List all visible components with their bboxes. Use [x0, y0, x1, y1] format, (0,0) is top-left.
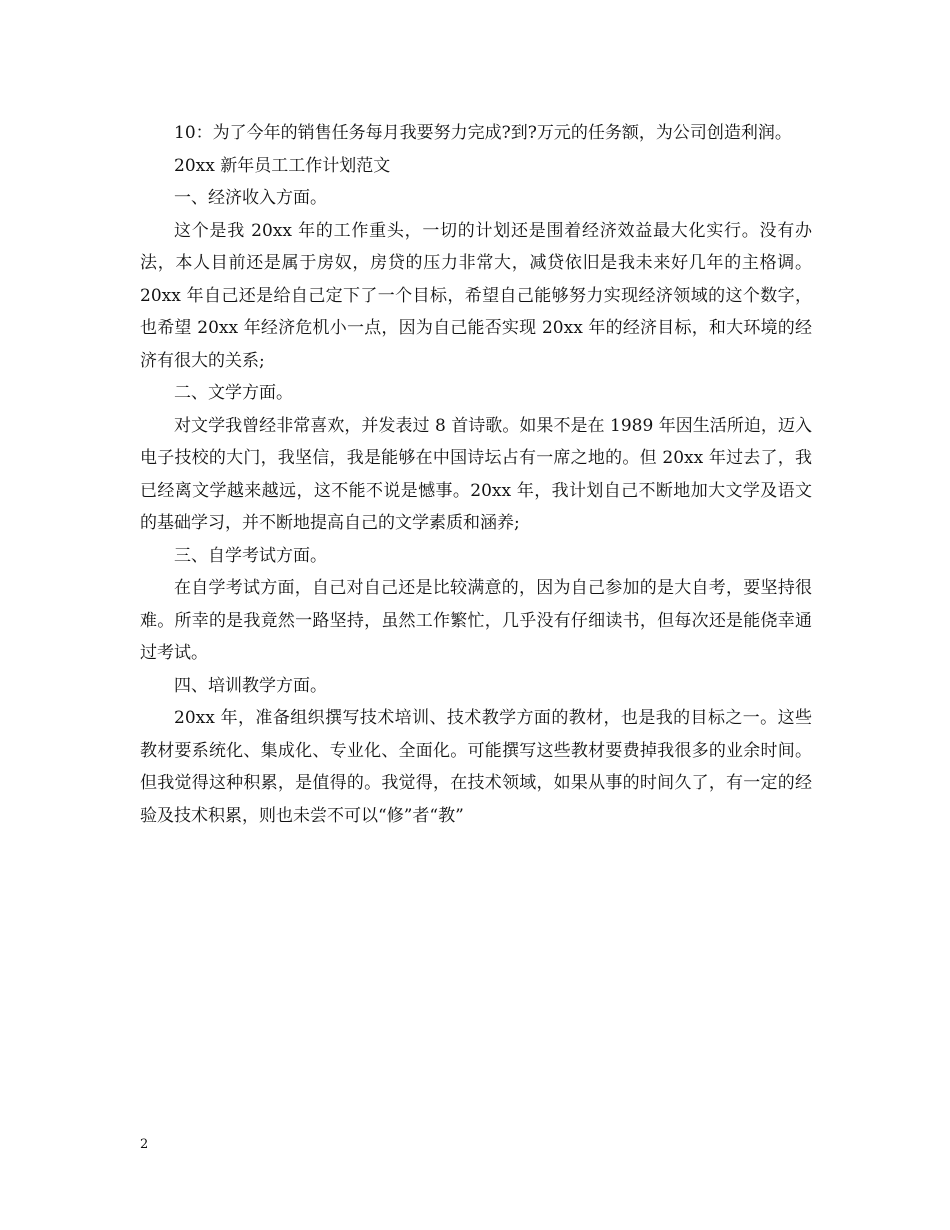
page-number: 2 — [140, 1137, 149, 1152]
paragraph-literature: 对文学我曾经非常喜欢，并发表过 8 首诗歌。如果不是在 1989 年因生活所迫，迈入电子技校的大门，我坚信，我是能够在中国诗坛占有一席之地的。但 20xx 年过去了，我已经离文学越来越远，这不能不说是憾事。20xx 年，我计划自己不断地加大文学及语文的基础学习，并不断地提高自己的文学素质和涵养; — [140, 415, 812, 533]
paragraph-training-teaching: 20xx 年，准备组织撰写技术培训、技术教学方面的教材，也是我的目标之一。这些教材要系统化、集成化、专业化、全面化。可能撰写这些教材要费掉我很多的业余时间。但我觉得这种积累，是值得的。我觉得，在技术领域，如果从事的时间久了，有一定的经验及技术积累，则也未尝不可以“修”者“教” — [140, 708, 812, 826]
document-body — [140, 117, 812, 832]
heading-training-teaching: 四、培训教学方面。 — [174, 675, 327, 696]
paragraph-sales-target: 10：为了今年的销售任务每月我要努力完成?到?万元的任务额，为公司创造利润。 — [174, 123, 792, 143]
heading-self-study-exam: 三、自学考试方面。 — [174, 545, 327, 566]
paragraph-self-study-exam: 在自学考试方面，自己对自己还是比较满意的，因为自己参加的是大自考，要坚持很难。所幸的是我竟然一路坚持，虽然工作繁忙，几乎没有仔细读书，但每次还是能侥幸通过考试。 — [140, 578, 812, 663]
heading-literature: 二、文学方面。 — [174, 383, 293, 403]
section-title-plan: 20xx 新年员工工作计划范文 — [174, 155, 391, 176]
heading-economic-income: 一、经济收入方面。 — [174, 188, 327, 208]
paragraph-economic-income: 这个是我 20xx 年的工作重头，一切的计划还是围着经济效益最大化实行。没有办法，本人目前还是属于房奴，房贷的压力非常大，减贷依旧是我未来好几年的主格调。20xx 年自己还是给自己定下了一个目标，希望自己能够努力实现经济领域的这个数字，也希望 20xx 年经济危机小一点，因为自己能否实现 20xx 年的经济目标，和大环境的经济有很大的关系; — [140, 220, 812, 371]
